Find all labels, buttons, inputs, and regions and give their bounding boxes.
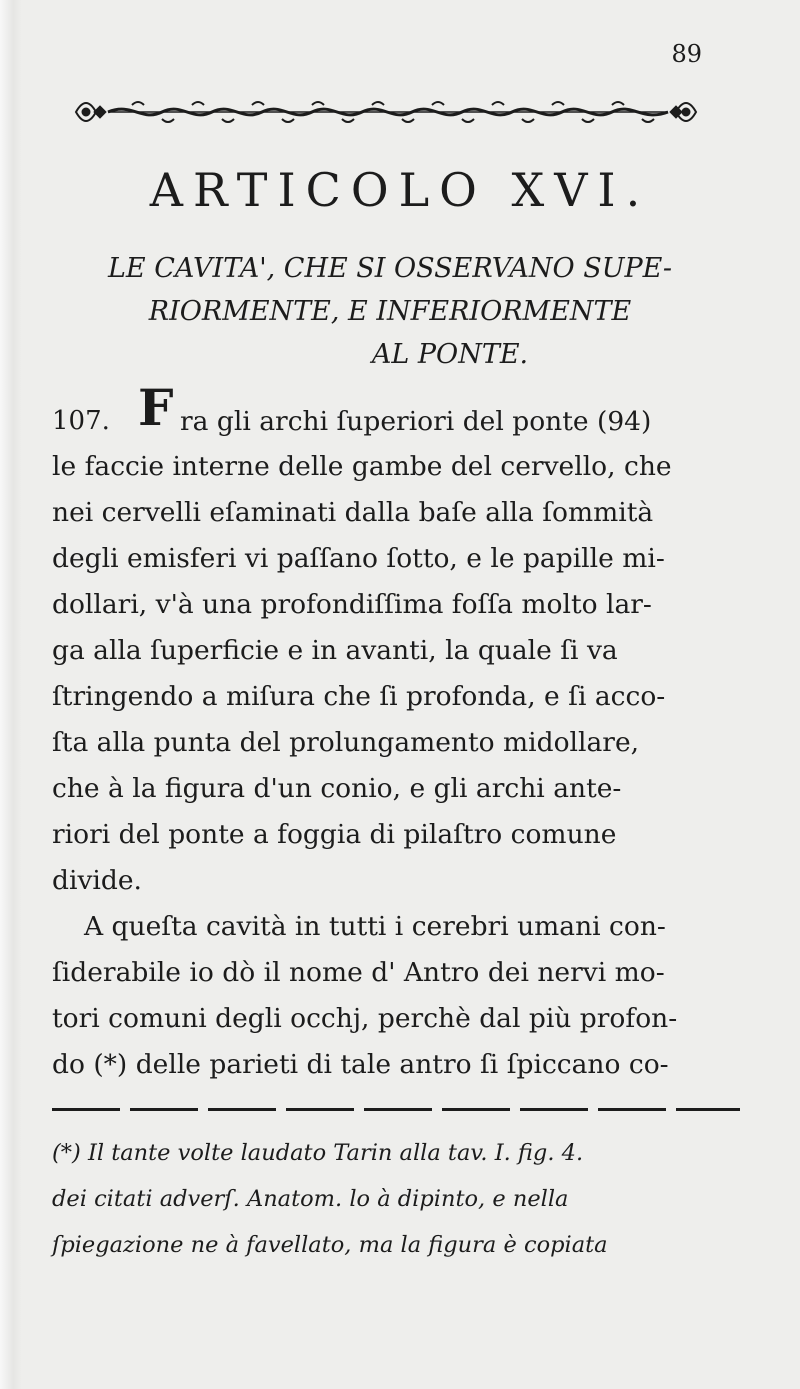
footnote-divider xyxy=(52,1108,740,1111)
body-text-line: ſiderabile io dò il nome d' Antro dei nervi mo- xyxy=(52,957,665,988)
article-subtitle-line: LE CAVITA', CHE SI OSSERVANO SUPE- xyxy=(107,253,673,284)
body-text-line: ſta alla punta del prolungamento midollare, xyxy=(52,727,640,758)
body-text-line: riori del ponte a foggia di pilaſtro comune xyxy=(52,819,617,850)
decorative-ornament-rule xyxy=(72,88,712,136)
body-text-line: do (*) delle parieti di tale antro ſi ſpiccano co- xyxy=(52,1049,669,1080)
footnote-line: dei citati adverſ. Anatom. lo à dipinto, e nella xyxy=(52,1186,569,1212)
body-text-line: nei cervelli eſaminati dalla baſe alla ſommità xyxy=(52,497,654,528)
paragraph-number: 107. xyxy=(52,406,110,436)
article-title: ARTICOLO XVI. xyxy=(149,163,651,217)
body-text-line: dollari, v'à una profondiſſima foſſa molto lar- xyxy=(52,589,652,620)
footnote-line: ſpiegazione ne à favellato, ma la figura è copiata xyxy=(52,1232,608,1258)
body-text-line: che à la figura d'un conio, e gli archi ante- xyxy=(52,773,622,804)
page-number: 89 xyxy=(671,40,702,68)
body-text-line: A queſta cavità in tutti i cerebri umani con- xyxy=(84,911,666,942)
body-text-line: ga alla ſuperficie e in avanti, la quale ſi va xyxy=(52,635,618,666)
body-text-line: ra gli archi ſuperiori del ponte (94) xyxy=(180,406,652,437)
article-subtitle-line: RIORMENTE, E INFERIORMENTE xyxy=(148,296,632,327)
body-text-line: le faccie interne delle gambe del cervello, che xyxy=(52,451,672,482)
article-subtitle-line: AL PONTE. xyxy=(371,339,529,370)
body-text-line: divide. xyxy=(52,865,142,896)
body-text-line: tori comuni degli occhj, perchè dal più profon- xyxy=(52,1003,678,1034)
body-text-line: degli emisferi vi paſſano ſotto, e le papille mi- xyxy=(52,543,665,574)
drop-cap: F xyxy=(138,378,174,437)
footnote-line: (*) Il tante volte laudato Tarin alla tav. I. fig. 4. xyxy=(52,1140,584,1166)
body-text-line: ſtringendo a miſura che ſi profonda, e ſi acco- xyxy=(52,681,666,712)
